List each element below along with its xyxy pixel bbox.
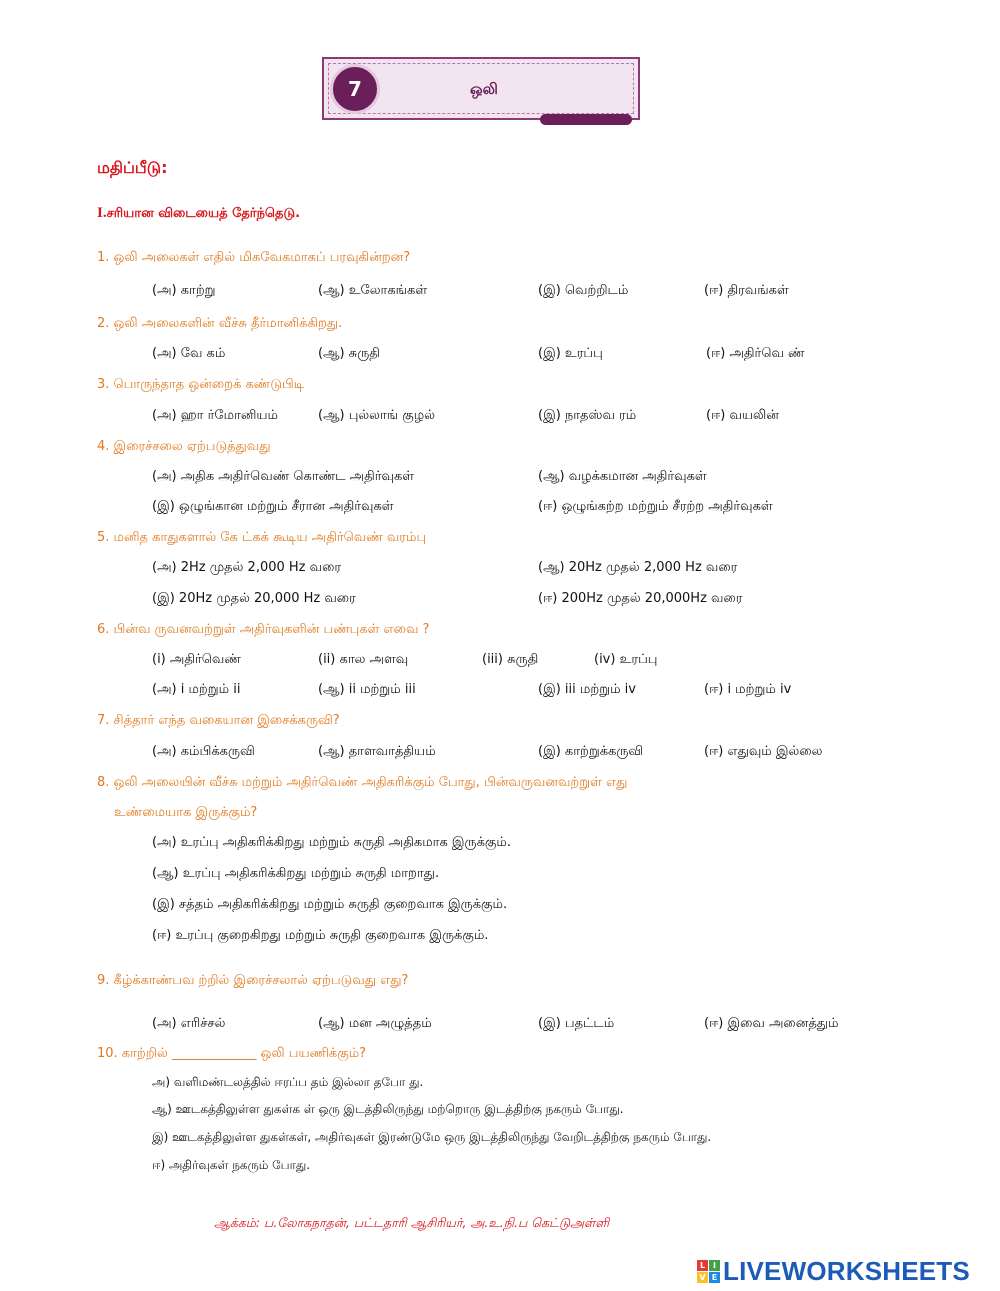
- q5-option-c[interactable]: (இ) 20Hz முதல் 20,000 Hz வரை: [152, 591, 356, 606]
- question-8-continued: உண்மையாக இருக்கும்?: [114, 805, 258, 820]
- q7-option-c[interactable]: (இ) காற்றுக்கருவி: [538, 744, 644, 759]
- q2-option-a[interactable]: (அ) வே கம்: [152, 346, 226, 361]
- q5-option-d[interactable]: (ஈ) 200Hz முதல் 20,000Hz வரை: [538, 591, 743, 606]
- q4-option-b[interactable]: (ஆ) வழக்கமான அதிர்வுகள்: [538, 469, 707, 484]
- chapter-number-badge: 7: [330, 64, 380, 114]
- q10-option-b[interactable]: ஆ) ஊடகத்திலுள்ள துகள்க ள் ஒரு இடத்திலிருந்து மற்றொரு இடத்திற்கு நகரும் போது.: [152, 1102, 624, 1116]
- q7-option-d[interactable]: (ஈ) எதுவும் இல்லை: [704, 744, 823, 759]
- logo-cube: L: [697, 1260, 708, 1271]
- q10-option-d[interactable]: ஈ) அதிர்வுகள் நகரும் போது.: [152, 1158, 311, 1172]
- q2-option-d[interactable]: (ஈ) அதிர்வெ ண்: [706, 346, 805, 361]
- q9-option-a[interactable]: (அ) எரிச்சல்: [152, 1016, 226, 1031]
- q3-option-a[interactable]: (அ) ஹா ர்மோனியம்: [152, 408, 279, 423]
- q7-option-b[interactable]: (ஆ) தாளவாத்தியம்: [318, 744, 436, 759]
- q4-option-d[interactable]: (ஈ) ஒழுங்கற்ற மற்றும் சீரற்ற அதிர்வுகள்: [538, 499, 773, 514]
- q3-option-d[interactable]: (ஈ) வயலின்: [706, 408, 779, 423]
- q6-property-iv: (iv) உரப்பு: [594, 652, 658, 667]
- q1-option-d[interactable]: (ஈ) திரவங்கள்: [704, 283, 789, 298]
- q6-property-i: (i) அதிர்வெண்: [152, 652, 241, 667]
- q10-option-a[interactable]: அ) வளிமண்டலத்தில் ஈரப்ப தம் இல்லா தபோ து.: [152, 1075, 424, 1089]
- question-1: 1. ஒலி அலைகள் எதில் மிகவேகமாகப் பரவுகின்றன?: [97, 250, 411, 265]
- chapter-title: ஒலி: [470, 80, 498, 98]
- section-title: மதிப்பீடு:: [97, 158, 168, 177]
- footer-credit: ஆக்கம்: ப.லோகநாதன், பட்டதாரி ஆசிரியர், அ.உ.நி.ப கெட்டுஅள்ளி: [214, 1215, 610, 1230]
- logo-cube: E: [709, 1272, 720, 1283]
- question-6: 6. பின்வ ருவனவற்றுள் அதிர்வுகளின் பண்புகள் எவை ?: [97, 622, 430, 637]
- question-3: 3. பொருந்தாத ஒன்றைக் கண்டுபிடி: [97, 377, 305, 392]
- q4-option-c[interactable]: (இ) ஒழுங்கான மற்றும் சீரான அதிர்வுகள்: [152, 499, 394, 514]
- q10-option-c[interactable]: இ) ஊடகத்திலுள்ள துகள்கள், அதிர்வுகள் இரண்டுமே ஒரு இடத்திலிருந்து வேறிடத்திற்கு நகரும் போது.: [152, 1130, 712, 1144]
- q6-option-a[interactable]: (அ) i மற்றும் ii: [152, 682, 241, 697]
- liveworksheets-logo: [697, 1256, 970, 1287]
- q8-option-b[interactable]: (ஆ) உரப்பு அதிகரிக்கிறது மற்றும் சுருதி மாறாது.: [152, 866, 440, 881]
- q1-option-a[interactable]: (அ) காற்று: [152, 283, 216, 298]
- instruction: [97, 205, 300, 222]
- logo-cube: V: [697, 1272, 708, 1283]
- q3-option-c[interactable]: (இ) நாதஸ்வ ரம்: [538, 408, 637, 423]
- question-4: 4. இரைச்சலை ஏற்படுத்துவது: [97, 439, 271, 454]
- question-5: 5. மனித காதுகளால் கே ட்கக் கூடிய அதிர்வெண் வரம்பு: [97, 530, 427, 545]
- question-9: 9. கீழ்க்காண்பவ ற்றில் இரைச்சலால் ஏற்படுவது எது?: [97, 973, 409, 988]
- q6-option-d[interactable]: (ஈ) i மற்றும் iv: [704, 682, 792, 697]
- q6-option-c[interactable]: (இ) iii மற்றும் iv: [538, 682, 636, 697]
- q8-option-a[interactable]: (அ) உரப்பு அதிகரிக்கிறது மற்றும் சுருதி அதிகமாக இருக்கும்.: [152, 835, 511, 850]
- q8-option-c[interactable]: (இ) சத்தம் அதிகரிக்கிறது மற்றும் சுருதி குறைவாக இருக்கும்.: [152, 897, 508, 912]
- q6-option-b[interactable]: (ஆ) ii மற்றும் iii: [318, 682, 416, 697]
- q4-option-a[interactable]: (அ) அதிக அதிர்வெண் கொண்ட அதிர்வுகள்: [152, 469, 415, 484]
- logo-cube: I: [709, 1260, 720, 1271]
- q1-option-c[interactable]: (இ) வெற்றிடம்: [538, 283, 629, 298]
- question-8: 8. ஒலி அலையின் வீச்சு மற்றும் அதிர்வெண் அதிகரிக்கும் போது, பின்வருவனவற்றுள் எது: [97, 775, 628, 790]
- q2-option-b[interactable]: (ஆ) சுருதி: [318, 346, 380, 361]
- question-2: 2. ஒலி அலைகளின் வீச்சு தீர்மானிக்கிறது.: [97, 316, 343, 331]
- q3-option-b[interactable]: (ஆ) புல்லாங் குழல்: [318, 408, 436, 423]
- q9-option-b[interactable]: (ஆ) மன அழுத்தம்: [318, 1016, 432, 1031]
- q6-property-iii: (iii) சுருதி: [482, 652, 539, 667]
- question-7: 7. சித்தார் எந்த வகையான இசைக்கருவி?: [97, 713, 340, 728]
- q5-option-a[interactable]: (அ) 2Hz முதல் 2,000 Hz வரை: [152, 560, 342, 575]
- q6-property-ii: (ii) கால அளவு: [318, 652, 409, 667]
- q2-option-c[interactable]: (இ) உரப்பு: [538, 346, 603, 361]
- q1-option-b[interactable]: (ஆ) உலோகங்கள்: [318, 283, 428, 298]
- instruction-text: சரியான விடையைத் தேர்ந்தெடு.: [106, 206, 301, 221]
- instruction-numeral: I.: [97, 205, 107, 221]
- q8-option-d[interactable]: (ஈ) உரப்பு குறைகிறது மற்றும் சுருதி குறைவாக இருக்கும்.: [152, 928, 489, 943]
- q7-option-a[interactable]: (அ) கம்பிக்கருவி: [152, 744, 255, 759]
- q5-option-b[interactable]: (ஆ) 20Hz முதல் 2,000 Hz வரை: [538, 560, 738, 575]
- q9-option-c[interactable]: (இ) பதட்டம்: [538, 1016, 615, 1031]
- q9-option-d[interactable]: (ஈ) இவை அனைத்தும்: [704, 1016, 839, 1031]
- banner-accent-bar: [540, 114, 632, 125]
- logo-cubes: [697, 1260, 720, 1283]
- logo-text: LIVEWORKSHEETS: [723, 1256, 970, 1286]
- question-10: 10. காற்றில் _____________ ஒலி பயணிக்கும்?: [97, 1046, 367, 1061]
